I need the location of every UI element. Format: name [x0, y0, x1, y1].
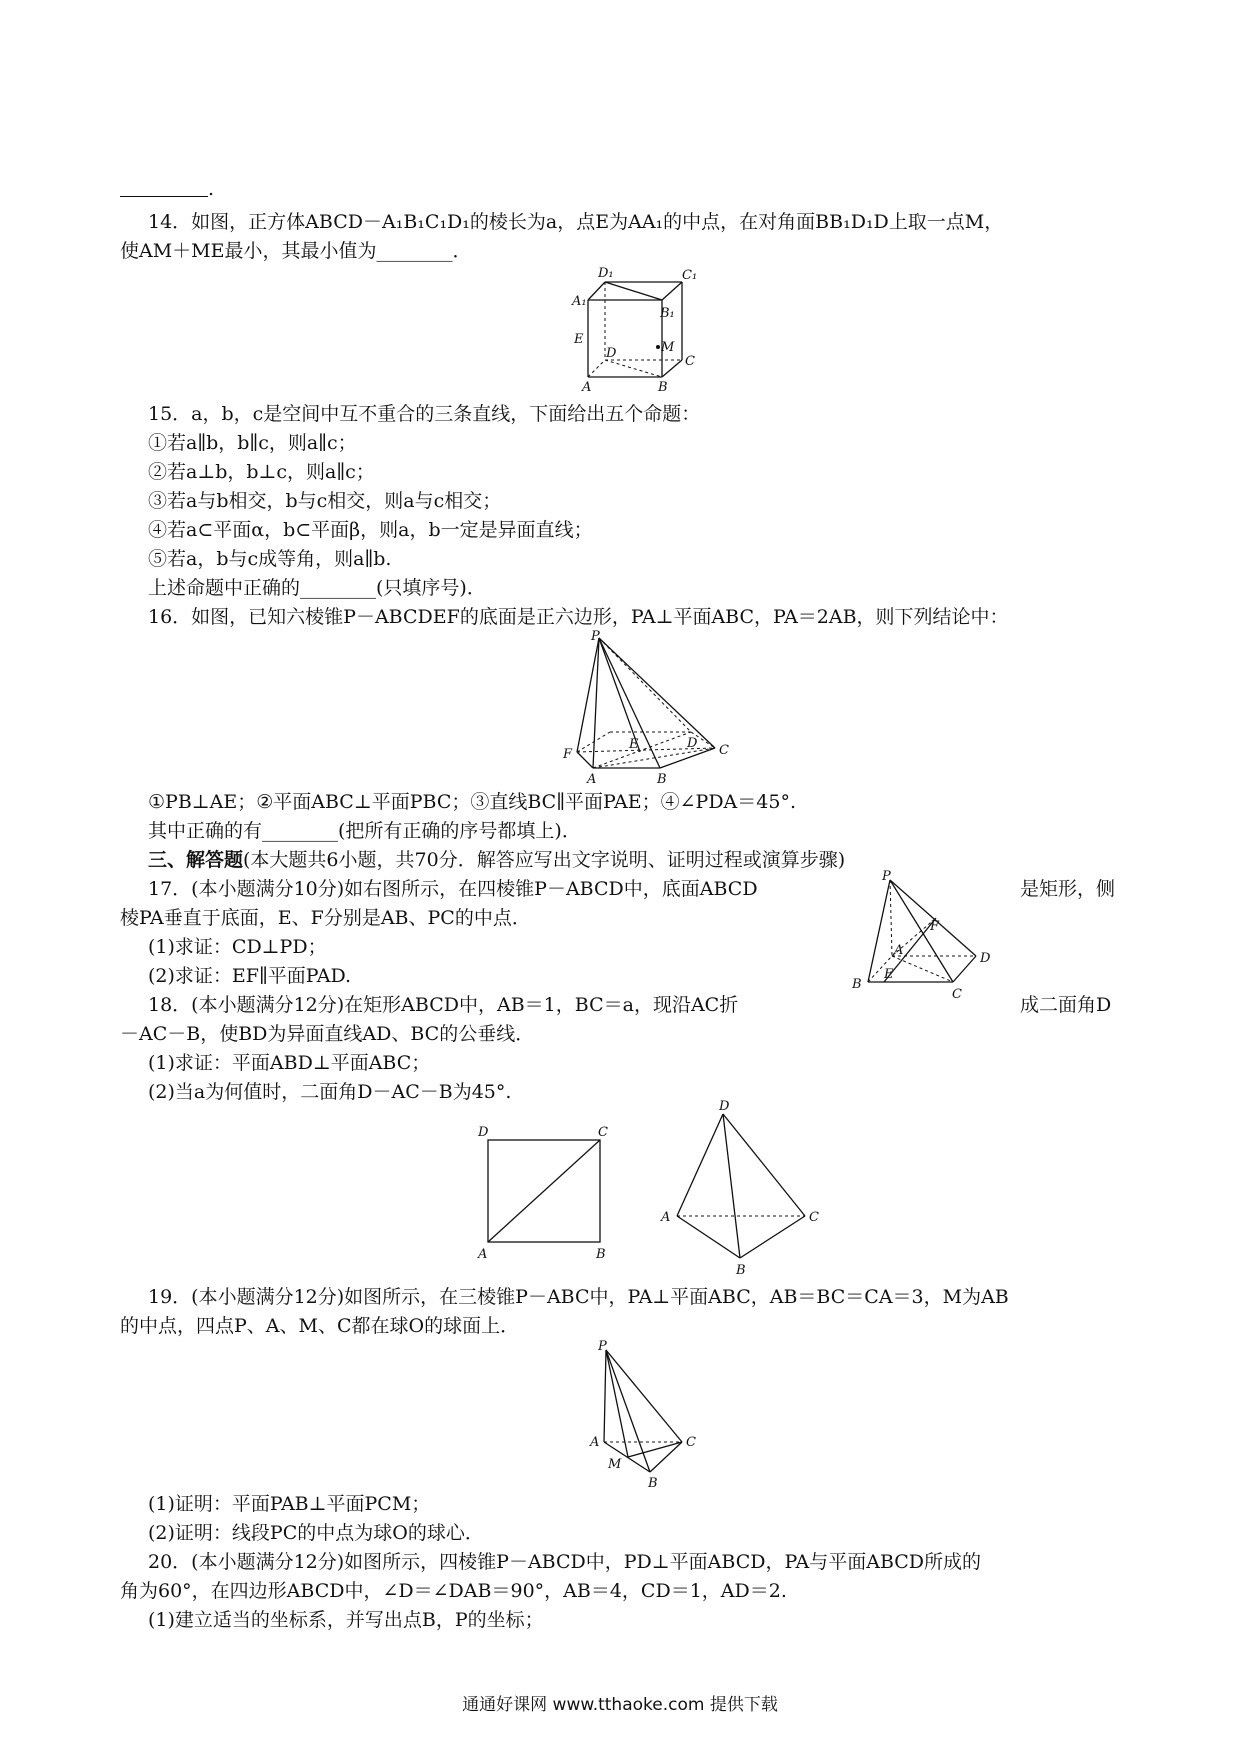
q20-part1: (1)建立适当的坐标系，并写出点B，P的坐标；: [148, 1609, 544, 1631]
label-A: A: [661, 1210, 671, 1225]
q14-line2: 使AM＋ME最小，其最小值为________．: [120, 240, 472, 262]
label-B: B: [658, 380, 668, 395]
q20-line1: 20．(本小题满分12分)如图所示，四棱锥P－ABCD中，PD⊥平面ABCD，PA与平面ABCD所成的: [148, 1551, 982, 1573]
q17-line1a: 17．(本小题满分10分)如右图所示，在四棱锥P－ABCD中，底面ABCD: [148, 878, 758, 900]
triangular-pyramid-figure: [586, 1340, 716, 1490]
label-A1: A₁: [572, 294, 587, 309]
label-C: C: [809, 1210, 819, 1225]
label-D: D: [478, 1125, 489, 1140]
label-A: A: [590, 1435, 600, 1450]
label-D: D: [980, 951, 991, 966]
page-footer: 通通好课网 www.tthaoke.com 提供下载: [462, 1695, 778, 1715]
q19-line1: 19．(本小题满分12分)如图所示，在三棱锥P－ABC中，PA⊥平面ABC，AB＝BC＝CA＝3，M为AB: [148, 1286, 1009, 1308]
label-F: F: [930, 919, 940, 934]
q18-part1: (1)求证：平面ABD⊥平面ABC；: [148, 1052, 431, 1074]
label-D1: D₁: [598, 266, 614, 281]
label-P: P: [591, 630, 600, 644]
q18-line2: －AC－B，使BD为异面直线AD、BC的公垂线．: [120, 1023, 535, 1045]
q15-intro: 15．a，b，c是空间中互不重合的三条直线，下面给出五个命题：: [148, 403, 701, 425]
q20-line2: 角为60°，在四边形ABCD中，∠D＝∠DAB＝90°，AB＝4，CD＝1，AD＝2.: [120, 1580, 787, 1602]
label-A: A: [587, 772, 597, 785]
label-C: C: [686, 1435, 696, 1450]
label-D: D: [719, 1099, 730, 1114]
q19-part2: (2)证明：线段PC的中点为球O的球心．: [148, 1522, 484, 1544]
label-M: M: [661, 340, 675, 355]
label-D: D: [606, 346, 617, 361]
label-B: B: [736, 1263, 746, 1278]
section3-note: (本大题共6小题，共70分．解答应写出文字说明、证明过程或演算步骤): [243, 849, 846, 871]
label-P: P: [882, 870, 891, 884]
label-E: E: [884, 967, 894, 982]
cube-figure: [570, 265, 720, 395]
q15-item-3: ③若a与b相交，b与c相交，则a与c相交；: [148, 490, 502, 512]
label-B: B: [648, 1476, 658, 1490]
q15-item-1: ①若a∥b，b∥c，则a∥c；: [148, 432, 357, 454]
label-M: M: [608, 1457, 622, 1472]
q19-line2: 的中点，四点P、A、M、C都在球O的球面上．: [120, 1315, 520, 1337]
label-E: E: [629, 737, 639, 752]
q13-tail: .: [208, 178, 215, 200]
label-C: C: [685, 354, 695, 369]
q17-part2: (2)求证：EF∥平面PAD.: [148, 965, 352, 987]
label-C1: C₁: [682, 268, 698, 283]
q15-item-4: ④若a⊂平面α，b⊂平面β，则a，b一定是异面直线；: [148, 519, 593, 541]
hexagonal-pyramid-figure: [555, 630, 755, 785]
q14-line1: 14．如图，正方体ABCD－A₁B₁C₁D₁的棱长为a，点E为AA₁的中点，在对角面BB₁D₁D上取一点M，: [148, 211, 1004, 233]
q16-intro: 16．如图，已知六棱锥P－ABCDEF的底面是正六边形，PA⊥平面ABC，PA＝2AB，则下列结论中：: [148, 606, 1009, 628]
label-B1: B₁: [660, 306, 675, 321]
q15-item-2: ②若a⊥b，b⊥c，则a∥c；: [148, 461, 375, 483]
section3-title: 三、解答题: [148, 849, 244, 871]
label-C: C: [719, 743, 729, 758]
label-E: E: [574, 332, 584, 347]
q15-ask: 上述命题中正确的________(只填序号)．: [148, 577, 486, 599]
answer-blank-q13: [120, 192, 208, 197]
label-B: B: [596, 1247, 606, 1260]
label-P: P: [598, 1340, 607, 1354]
q15-item-5: ⑤若a，b与c成等角，则a∥b.: [148, 548, 392, 570]
q16-options: ①PB⊥AE；②平面ABC⊥平面PBC；③直线BC∥平面PAE；④∠PDA＝45°.: [148, 791, 796, 813]
rect-pyramid-figure: [848, 870, 1008, 1000]
q19-part1: (1)证明：平面PAB⊥平面PCM；: [148, 1493, 431, 1515]
q18-line1b: 成二面角D: [1020, 994, 1112, 1016]
q16-ask: 其中正确的有________(把所有正确的序号都填上)．: [148, 820, 581, 842]
label-C: C: [952, 987, 962, 1000]
label-A: A: [478, 1247, 488, 1260]
q17-line2: 棱PA垂直于底面，E、F分别是AB、PC的中点．: [120, 907, 531, 929]
label-A: A: [582, 380, 592, 395]
q18-line1a: 18．(本小题满分12分)在矩形ABCD中，AB＝1，BC＝a，现沿AC折: [148, 994, 739, 1016]
label-D: D: [687, 736, 698, 751]
label-F: F: [563, 747, 573, 762]
label-A: A: [894, 943, 904, 958]
label-B: B: [657, 772, 667, 785]
q17-line1b: 是矩形，侧: [1020, 878, 1116, 900]
rectangle-figure: [470, 1120, 630, 1260]
folded-tetrahedron-figure: [655, 1098, 835, 1278]
q18-part2: (2)当a为何值时，二面角D－AC－B为45°.: [148, 1081, 512, 1103]
q17-part1: (1)求证：CD⊥PD；: [148, 936, 327, 958]
label-B: B: [852, 977, 862, 992]
label-C: C: [598, 1125, 608, 1140]
